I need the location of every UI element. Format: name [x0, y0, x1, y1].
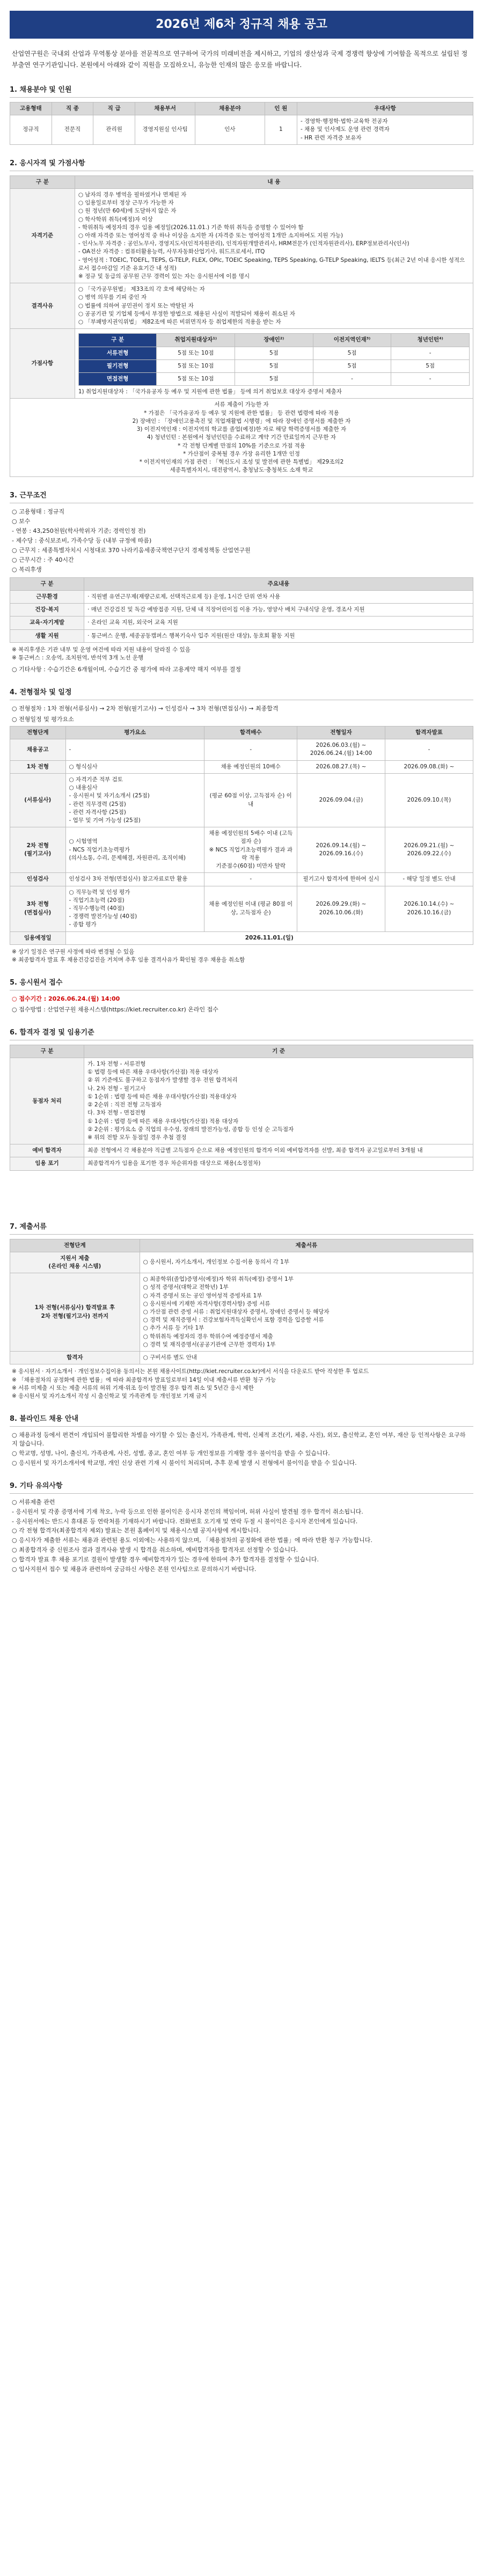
- text-line: (서류심사): [24, 796, 52, 803]
- documents-table: [10, 1239, 473, 1365]
- table-header: 합격배수: [204, 726, 297, 739]
- text-line: 예비 합격자: [32, 1147, 62, 1154]
- table-header: 고용형태: [10, 102, 52, 115]
- table-header: 구 분: [10, 577, 84, 590]
- positions-table: [10, 102, 473, 145]
- table-row: [10, 604, 473, 617]
- text-line: ○ 아래 자격증 또는 영어성적 중 하나 이상을 소지한 자 (자격증 또는 영어성적 1개만 소지하여도 지원 가능): [78, 232, 343, 239]
- bonus-table: [78, 333, 470, 386]
- table-row: [10, 115, 473, 145]
- table-cell: [385, 760, 473, 773]
- table-header: 채용부서: [135, 102, 195, 115]
- text-line: ○ 복리후생: [12, 566, 42, 573]
- text-line: ○ 자격기준 적부 검토: [69, 776, 123, 783]
- text-line: (필기고사): [24, 850, 52, 857]
- welfare-notes: [12, 646, 471, 662]
- text-line: ○ 형식심사: [69, 763, 98, 770]
- text-line: ※ NCS 직업기초능력평가 결과 과락 적용: [209, 846, 293, 861]
- table-cell: [204, 886, 297, 931]
- text-line: 채용 예정인원 이내 (평균 80점 이상, 고득점자 순): [209, 901, 293, 916]
- table-cell: [10, 1144, 84, 1157]
- table-header: 이전지역인재³⁾: [313, 334, 391, 347]
- work-conditions: [10, 508, 473, 574]
- text-line: ○ 근무지 : 세종특별자치시 시청대로 370 나라키움세종국책연구단지 경제정책동 산업연구원: [12, 547, 251, 554]
- text-line: ○ 가산점 관련 증빙 서류 : 취업지원대상자 증명서, 장애인 증명서 등 해당자: [143, 1309, 330, 1316]
- text-line: * 가점은 「국가유공자 등 예우 및 지원에 관한 법률」 등 관련 법령에 따라 적용: [144, 409, 339, 416]
- text-line: ○ 각 전형 합격자(최종합격자 제외) 발표는 본원 홈페이지 및 채용시스템 공지사항에 게시합니다.: [12, 1527, 261, 1535]
- text-line: ○ 학위취득 예정자의 경우 학위수여 예정증명서 제출: [143, 1333, 273, 1340]
- table-row: [10, 931, 473, 944]
- text-line: ① 1순위 : 법령 등에 따른 채용 우대사항(가산점) 적용 대상자: [87, 1118, 239, 1125]
- text-line: 서류 제출이 가능한 자: [214, 401, 269, 408]
- text-line: -: [428, 746, 430, 753]
- text-line: 기준점수(60점) 미만자 탈락: [216, 863, 286, 870]
- table-cell: [385, 827, 473, 873]
- preference-item: - 경영학·행정학·법학·교육학 전공자: [301, 118, 388, 125]
- preference-item: - HR 관련 자격증 보유자: [301, 134, 362, 141]
- table-header: 장애인²⁾: [235, 334, 313, 347]
- table-cell: · 매년 건강검진 및 독감 예방접종 지원, 단체 내 직장어린이집 이용 가능, 영양사 배치 구내식당 운영, 경조사 지원: [84, 604, 473, 617]
- table-row: [10, 773, 473, 827]
- table-cell: [10, 1058, 84, 1144]
- text-line: 최종 전형에서 각 채용분야 직급별 고득점자 순으로 채용 예정인원의 합격자 이외 예비합격자를 선발, 최종 합격자 공고일로부터 3개월 내: [87, 1147, 423, 1154]
- blind-hiring-notes: [10, 1431, 473, 1467]
- table-cell: [84, 1157, 473, 1170]
- text-line: - 관련 직무경력 (25점): [69, 801, 126, 808]
- text-line: ○ 합격자 발표 후 채용 포기로 결원이 발생할 경우 예비합격자가 있는 경우에 한하여 추가 합격자를 결정할 수 있습니다.: [12, 1556, 319, 1564]
- text-line: 인성검사: [26, 876, 49, 883]
- table-header: 우대사항: [297, 102, 473, 115]
- text-line: 다. 3차 전형 - 면접전형: [87, 1110, 146, 1117]
- qualification-table: [10, 175, 473, 478]
- bonus-footnotes: [10, 399, 473, 477]
- table-row: [10, 1157, 473, 1170]
- table-header: 인 원: [265, 102, 297, 115]
- table-row: [10, 873, 473, 886]
- table-row: [10, 1273, 473, 1352]
- table-cell: 5점 또는 10점: [157, 359, 235, 372]
- table-cell: [140, 1273, 473, 1352]
- table-cell: 면접전형: [78, 373, 157, 386]
- text-line: ※ 최종합격자 발표 후 채용건강검진을 거치며 추후 임용 결격사유가 확인될 경우 채용을 취소함: [12, 957, 245, 964]
- table-cell: · 온라인 교육 지원, 외국어 교육 지원: [84, 617, 473, 629]
- text-line: 2026.09.08.(화) ~: [404, 763, 455, 770]
- text-line: 1차 전형: [26, 763, 49, 770]
- table-cell: 5점: [391, 359, 470, 372]
- text-line: 나. 2차 전형 - 필기고사: [87, 1085, 146, 1092]
- text-line: ○ 최종학위(졸업)증명서(예정)자 학위 취득(예정) 증명서 1부: [143, 1276, 294, 1283]
- table-header: 구 분: [10, 1045, 84, 1058]
- text-line: ※ 통근버스 : 오송역, 조치원역, 반석역 3개 노선 운행: [12, 655, 144, 662]
- text-line: 합격자: [67, 1354, 83, 1361]
- text-line: 2026.08.27.(목) ~: [316, 763, 367, 770]
- table-cell: -: [313, 373, 391, 386]
- table-row: [10, 827, 473, 873]
- text-line: ○ 시험영역: [69, 838, 98, 845]
- section-heading: 4. 전형절차 및 일정: [10, 688, 473, 700]
- documents-notes: [12, 1368, 471, 1400]
- text-line: 최종합격자가 임용을 포기한 경우 차순위자를 대상으로 채용(소정절차): [87, 1160, 261, 1167]
- table-cell: [385, 773, 473, 827]
- table-cell: [10, 1273, 140, 1352]
- text-line: - 관련 자격사항 (25점): [69, 809, 126, 816]
- table-cell: 5점 또는 10점: [157, 347, 235, 359]
- table-cell: [204, 773, 297, 827]
- table-cell: [140, 1252, 473, 1273]
- text-line: - 해당 일정 별도 안내: [402, 876, 456, 883]
- probation-note: ○ 기타사항 : 수습기간은 6개월이며, 수습기간 중 평가에 따라 고용계약 해지 여부를 결정: [12, 666, 241, 673]
- text-line: ○ 내용심사: [69, 784, 98, 791]
- text-line: ○ 응시자가 제출한 서류는 채용과 관련된 용도 이외에는 사용하지 않으며, 「채용절차의 공정화에 관한 법률」에 따라 반환 청구 가능합니다.: [12, 1537, 372, 1544]
- text-line: 지원서 제출: [60, 1254, 90, 1261]
- section-heading: 3. 근무조건: [10, 491, 473, 503]
- text-line: 2차 전형(필기고사) 전까지: [41, 1312, 109, 1319]
- bonus-notes: [78, 388, 470, 396]
- text-line: ※ 응시원서 · 자기소개서 · 개인정보수집이용 동의서는 본원 채용사이트(http://kiet.recruiter.co.kr)에서 서식을 다운로드 받아 작성한 후 업로드: [12, 1368, 369, 1375]
- table-cell: [10, 931, 66, 944]
- table-row: [10, 739, 473, 760]
- table-cell: [204, 739, 297, 760]
- text-line: - 제수당 : 중식보조비, 가족수당 등 (내부 규정에 따름): [12, 537, 152, 545]
- text-line: -: [250, 746, 252, 753]
- text-line: - 인사노무 자격증 : 공인노무사, 경영지도사(인적자원관리), 인적자원개발관리사, HRM전문가 (인적자원관리사), ERP정보관리사(인사): [78, 240, 409, 247]
- text-line: ② 위 기준에도 불구하고 동점자가 발생할 경우 전원 합격처리: [87, 1077, 238, 1084]
- text-line: (온라인 채용 시스템): [48, 1263, 101, 1269]
- text-line: ※ 서류 미제출 시 또는 제출 서류의 허위 기재·위조 등이 발견될 경우 합격 취소 및 5년간 응시 제한: [12, 1384, 254, 1391]
- exclusion-cell: [75, 283, 473, 329]
- period-label: ○ 접수기간 :: [12, 995, 48, 1003]
- row-label: 건강·복지: [10, 604, 84, 617]
- text-line: - 연봉 : 43,250천원(학사학위자 기준; 경력인정 전): [12, 527, 146, 535]
- table-cell: 5점: [235, 373, 313, 386]
- text-line: ※ 응시원서 및 자기소개서 작성 시 출신학교 및 가족관계 등 개인정보 기재 금지: [12, 1393, 207, 1400]
- table-cell: [10, 886, 66, 931]
- table-cell: [65, 773, 204, 827]
- text-line: * 가산점이 중복될 경우 가장 유리한 1개만 인정: [183, 450, 300, 457]
- table-cell: 인사: [195, 115, 265, 145]
- section-heading: 2. 응시자격 및 가점사항: [10, 159, 473, 171]
- selection-table: [10, 1045, 473, 1171]
- table-row: [78, 347, 469, 359]
- table-cell: [297, 739, 385, 760]
- table-header: 구 분: [10, 175, 75, 188]
- table-cell: [10, 1352, 140, 1364]
- text-line: ○ 학교명, 성명, 나이, 출신지, 가족관계, 사진, 성별, 종교, 혼인 여부 등 개인정보를 기재할 경우 불이익을 받을 수 있습니다.: [12, 1449, 330, 1457]
- text-line: - 직업기초능력 (20점): [69, 897, 125, 904]
- text-line: 1) 취업지원대상자 : 「국가유공자 등 예우 및 지원에 관한 법률」 등에 의거 취업보호 대상자 증명서 제출자: [78, 388, 342, 395]
- text-line: 3) 이전지역인재 : 이전지역의 학교를 졸업(예정)한 자로 해당 학력증명서를 제출한 자: [136, 426, 347, 433]
- text-line: 2차 전형: [26, 842, 49, 849]
- row-label: 가점사항: [10, 329, 75, 399]
- text-line: ○ 응시원서에 기재한 자격사항(경력사항) 증빙 서류: [143, 1300, 270, 1307]
- section-heading: 6. 합격자 결정 및 임용기준: [10, 1028, 473, 1040]
- text-line: 2026.11.01.(일): [245, 934, 294, 941]
- table-cell: [10, 1157, 84, 1170]
- section-heading: 5. 응시원서 접수: [10, 978, 473, 990]
- table-row: [10, 760, 473, 773]
- text-line: 2026.09.14.(월) ~ 2026.09.16.(수): [316, 842, 367, 857]
- text-line: ※ 「채용절차의 공정화에 관한 법률」에 따라 최종합격자 발표일로부터 14일 이내 제출서류 반환 청구 가능: [12, 1376, 276, 1383]
- text-line: ※ 위의 전항 모두 동점일 경우 추첨 결정: [87, 1134, 187, 1141]
- table-cell: [65, 739, 204, 760]
- text-line: ○ 임용일로부터 정상 근무가 가능한 자: [78, 200, 174, 207]
- row-label: 자격기준: [10, 188, 75, 283]
- table-row: [10, 188, 473, 283]
- text-line: 4) 청년인턴 : 본원에서 청년인턴을 수료하고 계약 기간 만료일까지 근무한 자: [147, 434, 336, 441]
- table-cell: 5점: [235, 347, 313, 359]
- row-label: 근무환경: [10, 591, 84, 604]
- text-line: 채용공고: [26, 746, 49, 753]
- table-cell: [385, 886, 473, 931]
- selection-rows: [10, 1058, 473, 1171]
- text-line: ※ 복리후생은 기관 내부 및 운영 여건에 따라 지원 내용이 달라질 수 있음: [12, 646, 191, 653]
- table-cell: 1: [265, 115, 297, 145]
- text-line: ① 1순위 : 법령 등에 따른 채용 우대사항(가산점) 적용대상자: [87, 1093, 237, 1100]
- table-row: [10, 629, 473, 642]
- text-line: ○ 경력 및 재직증명서 : 건강보험자격득실확인서 포함 경력을 입증할 서류: [143, 1317, 324, 1324]
- text-line: ※ 정규 및 동급의 공무원 근무 경력이 있는 자는 응시원서에 이를 명시: [78, 273, 250, 280]
- text-line: 채용 예정인원의 5배수 이내 (고득점자 순): [209, 830, 293, 845]
- table-row: [10, 1252, 473, 1273]
- table-row: [10, 617, 473, 629]
- text-line: ○ 추가 서류 등 기타 1부: [143, 1325, 204, 1332]
- table-cell: · 통근버스 운행, 세종공동캠퍼스 행복기숙사 입주 지원(원산 대상), 동호회 활동 지원: [84, 629, 473, 642]
- text-line: 가. 1차 전형 - 서류전형: [87, 1061, 146, 1068]
- text-line: - OA전산 자격증 : 컴퓨터활용능력, 사무자동화산업기사, 워드프로세서, ITQ: [78, 248, 265, 255]
- text-line: 임용예정일: [24, 934, 52, 941]
- table-cell: 전문직: [52, 115, 93, 145]
- text-line: -: [69, 746, 71, 753]
- text-line: 1차 전형(서류심사) 합격발표 후: [34, 1304, 115, 1311]
- table-cell: [385, 873, 473, 886]
- text-line: - 종합 평가: [69, 921, 97, 928]
- text-line: (평균 60점 이상, 고득점자 순) 이내: [209, 792, 292, 808]
- table-cell: · 직원별 유연근무제(재량근로제, 선택적근로제 등) 운영, 1시간 단위 연차 사용: [84, 591, 473, 604]
- schedule-label: ○ 전형일정 및 평가요소: [12, 716, 74, 723]
- table-header: 직 급: [93, 102, 135, 115]
- table-cell: [204, 873, 297, 886]
- table-cell: [65, 931, 473, 944]
- documents-rows: [10, 1252, 473, 1364]
- table-cell: 5점: [313, 347, 391, 359]
- row-label: 결격사유: [10, 283, 75, 329]
- text-line: ○ 성적 증명서(대학교 전학년) 1부: [143, 1284, 229, 1291]
- table-cell: [10, 773, 66, 827]
- text-line: ○ 「부패방지권익위법」 제82조에 따른 비위면직자 등 취업제한의 적용을 받는 자: [78, 319, 281, 326]
- table-cell: [297, 773, 385, 827]
- table-row: [78, 373, 469, 386]
- table-cell: [10, 827, 66, 873]
- table-header: 청년인턴⁴⁾: [391, 334, 470, 347]
- text-line: ○ 서류제출 관련: [12, 1498, 55, 1506]
- table-cell: [65, 873, 204, 886]
- text-line: ○ 병역 의무를 기피 중인 자: [78, 294, 147, 301]
- section-heading: 9. 기타 유의사항: [10, 1481, 473, 1494]
- table-cell: [140, 1352, 473, 1364]
- text-line: 2026.09.10.(목): [407, 796, 451, 803]
- text-line: ② 2순위 : 평가요소 중 직업의 우수성, 장래의 발전가능성, 종합 등 인성 순 고득점자: [87, 1126, 294, 1133]
- table-cell: [65, 886, 204, 931]
- text-line: * 각 전형 단계별 만점의 10%를 기준으로 가점 적용: [178, 442, 305, 449]
- text-line: ○ 최종합격자 중 신원조사 결과 결격사유 발생 시 합격을 취소하며, 예비합격자를 합격자로 선정할 수 있습니다.: [12, 1546, 298, 1554]
- text-line: ○ 입사지원서 접수 및 채용과 관련하여 궁금하신 사항은 본원 인사팀으로 문의하시기 바랍니다.: [12, 1566, 257, 1573]
- text-line: ② 2순위 : 직전 전형 고득점자: [87, 1102, 162, 1109]
- text-line: ○ 「국가공무원법」 제33조의 각 호에 해당하는 자: [78, 286, 205, 293]
- table-row: [10, 886, 473, 931]
- schedule-notes: [12, 948, 471, 964]
- table-row: [10, 329, 473, 399]
- text-line: ○ 응시원서, 자기소개서, 개인정보 수집·이용 동의서 각 1부: [143, 1259, 289, 1266]
- table-cell: [65, 827, 204, 873]
- text-line: ○ 구비서류 별도 안내: [143, 1354, 197, 1361]
- table-row: [10, 283, 473, 329]
- text-line: ○ 법률에 의하여 공민권이 정지 또는 박탈된 자: [78, 302, 194, 309]
- table-header: 내 용: [75, 175, 473, 188]
- text-line: - 응시원서 및 자기소개서 (25점): [69, 792, 150, 799]
- table-header: 기 준: [84, 1045, 473, 1058]
- table-header: 직 종: [52, 102, 93, 115]
- row-label: 교육·자기계발: [10, 617, 84, 629]
- text-line: 2026.06.03.(월) ~ 2026.06.24.(월) 14:00: [310, 742, 372, 757]
- text-line: 2026.09.29.(화) ~ 2026.10.06.(화): [316, 901, 367, 916]
- text-line: 2) 장애인 : 「장애인고용촉진 및 직업재활법 시행령」에 따라 장애인 증명서를 제출한 자: [132, 417, 351, 424]
- table-cell: [10, 873, 66, 886]
- table-cell: [297, 760, 385, 773]
- section-heading: 8. 블라인드 채용 안내: [10, 1414, 473, 1427]
- text-line: ○ 직무능력 및 인성 평가: [69, 889, 130, 896]
- welfare-table: [10, 577, 473, 643]
- table-cell: [297, 886, 385, 931]
- application-period: [12, 995, 471, 1003]
- table-cell: [385, 739, 473, 760]
- text-line: 2026.09.21.(월) ~ 2026.09.22.(수): [404, 842, 455, 857]
- text-line: ○ 채용과정 등에서 편견이 개입되어 불합리한 차별을 야기할 수 있는 출신지, 가족관계, 학력, 신체적 조건(키, 체중, 사진), 외모, 출신학교, 혼인 여부, 재산 등 인적사항은 요구하지 않습니다.: [12, 1432, 466, 1448]
- preference-item: - 채용 및 인사제도 운영 관련 경력자: [301, 126, 390, 133]
- table-cell: [84, 1058, 473, 1144]
- table-header: 전형일자: [297, 726, 385, 739]
- preferences-cell: [297, 115, 473, 145]
- text-line: 채용 예정인원의 10배수: [221, 763, 281, 770]
- text-line: 세종특별자치시, 대전광역시, 충청남도·충청북도 소재 학교: [170, 467, 313, 474]
- text-line: ※ 상기 일정은 연구원 사정에 따라 변경될 수 있음: [12, 948, 135, 955]
- text-line: 동점자 처리: [32, 1097, 62, 1104]
- text-line: 임용 포기: [35, 1160, 59, 1167]
- text-line: 인성검사 3차 전형(면접심사) 참고자료로만 활용: [69, 876, 188, 883]
- other-notes: [10, 1498, 473, 1574]
- table-cell: [65, 760, 204, 773]
- table-header: 평가요소: [65, 726, 204, 739]
- process-flow: ○ 전형절차 : 1차 전형(서류심사) → 2차 전형(필기고사) → 인성검사 → 3차 전형(면접심사) → 최종합격: [12, 705, 279, 713]
- text-line: 2026.09.04.(금): [319, 796, 363, 803]
- text-line: 2026.10.14.(수) ~ 2026.10.16.(금): [404, 901, 455, 916]
- table-cell: 5점 또는 10점: [157, 373, 235, 386]
- text-line: ○ 경력 및 재직증명서(공공기관에 근무한 경력자) 1부: [143, 1341, 276, 1348]
- text-line: (면접심사): [24, 909, 52, 916]
- text-line: ○ 학사학위 취득(예정)자 이상: [78, 216, 153, 223]
- table-cell: [204, 760, 297, 773]
- text-line: * 이전지역인재의 가점 관련 : 「혁신도시 조성 및 발전에 관한 특별법」 제29조의2: [139, 458, 344, 465]
- text-line: - 학위취득 예정자의 경우 임용 예정일(2026.11.01.) 기준 학위 취득을 증명할 수 있어야 함: [78, 224, 304, 231]
- table-cell: 필기전형: [78, 359, 157, 372]
- section-heading: 1. 채용분야 및 인원: [10, 85, 473, 98]
- text-line: - 영어성적 : TOEIC, TOEFL, TEPS, G-TELP, FLEX, OPIc, TOEIC Speaking, TEPS Speaking, G-TELP Speaking, IELTS 등(최근 2년 이내 응시한 성적으로서 접수마감일 기준 유효기간 내 성적): [78, 256, 465, 271]
- table-row: [10, 591, 473, 604]
- text-line: ○ 공공기관 및 기업체 등에서 부정한 방법으로 채용된 사실이 적발되어 채용이 취소된 자: [78, 310, 296, 317]
- table-header: 제출서류: [140, 1239, 473, 1252]
- table-cell: 경영지원실 인사팀: [135, 115, 195, 145]
- text-line: - 응시원서 및 각종 증명서에 기재 착오, 누락 등으로 인한 불이익은 응시자 본인의 책임이며, 허위 사실이 발견될 경우 합격이 취소됩니다.: [12, 1508, 363, 1515]
- table-row: [10, 1352, 473, 1364]
- table-row: [10, 1058, 473, 1144]
- table-cell: 관리원: [93, 115, 135, 145]
- row-label: 생활 지원: [10, 629, 84, 642]
- text-line: ○ 자격 증명서 또는 공인 영어성적 증빙자료 1부: [143, 1292, 262, 1299]
- table-cell: [84, 1144, 473, 1157]
- text-line: - NCS 직업기초능력평가: [69, 846, 130, 853]
- application-method: ○ 접수방법 : 산업연구원 채용시스템(https://kiet.recruiter.co.kr) 온라인 접수: [12, 1006, 218, 1014]
- table-header: 취업지원대상자¹⁾: [157, 334, 235, 347]
- table-cell: -: [391, 373, 470, 386]
- table-cell: [297, 873, 385, 886]
- text-line: (의사소통, 수리, 문제해결, 자원관리, 조직이해): [69, 854, 186, 861]
- table-row: [78, 359, 469, 372]
- table-header: 전형단계: [10, 1239, 140, 1252]
- text-line: ○ 남자의 경우 병역을 필하였거나 면제된 자: [78, 191, 187, 198]
- table-cell: [10, 739, 66, 760]
- table-cell: [204, 827, 297, 873]
- text-line: - 응시원서에는 반드시 휴대폰 등 연락처를 기재하시기 바랍니다. 전화번호 오기재 및 연락 두절 시 불이익은 응시자 본인에게 있습니다.: [12, 1517, 358, 1525]
- table-header: 합격자발표: [385, 726, 473, 739]
- text-line: - 경쟁력 발전가능성 (40점): [69, 913, 137, 920]
- table-cell: 5점: [235, 359, 313, 372]
- intro-text: 산업연구원은 국내외 산업과 무역통상 분야를 전문적으로 연구하여 국가의 미래비전을 제시하고, 기업의 생산성과 국제 경쟁력 향상에 기여함을 목적으로 설립된 정부출연 연구기관입니다. 본원에서 아래와 같이 직원을 모집하오니, 유능한 인재의 많은 응모를 바랍니다.: [12, 49, 468, 69]
- text-line: ○ 응시원서 및 자기소개서에 학교명, 개인 신상 관련 기재 시 불이익 처리되며, 추후 문제 발생 시 전형에서 불이익을 받을 수 있습니다.: [12, 1459, 357, 1466]
- period-value: 2026.06.24.(월) 14:00: [48, 995, 120, 1003]
- table-header: 전형단계: [10, 726, 66, 739]
- text-line: - 업무 및 기여 가능성 (25점): [69, 817, 141, 824]
- table-header: 주요내용: [84, 577, 473, 590]
- table-cell: 5점: [313, 359, 391, 372]
- schedule-table: [10, 726, 473, 945]
- qualification-cell: [75, 188, 473, 283]
- table-header: 채용분야: [195, 102, 265, 115]
- text-line: 필기고사 합격자에 한하여 실시: [303, 876, 379, 883]
- text-line: ① 법령 등에 따른 채용 우대사항(가산점) 적용 대상자: [87, 1069, 218, 1076]
- text-line: -: [250, 876, 252, 883]
- table-cell: [297, 827, 385, 873]
- table-cell: [10, 1252, 140, 1273]
- table-cell: 서류전형: [78, 347, 157, 359]
- table-row: [10, 1144, 473, 1157]
- table-cell: 정규직: [10, 115, 52, 145]
- table-row: [10, 399, 473, 477]
- bonus-cell: [75, 329, 473, 399]
- text-line: 3차 전형: [26, 901, 49, 908]
- text-line: ○ 보수: [12, 518, 31, 525]
- table-cell: -: [391, 347, 470, 359]
- page-title: 2026년 제6차 정규직 채용 공고: [10, 11, 473, 39]
- section-heading: 7. 제출서류: [10, 1222, 473, 1235]
- table-cell: [10, 760, 66, 773]
- text-line: ○ 근무시간 : 주 40시간: [12, 556, 74, 563]
- table-header: 구 분: [78, 334, 157, 347]
- text-line: - 직무수행능력 (40점): [69, 905, 125, 912]
- text-line: ○ 고용형태 : 정규직: [12, 508, 65, 516]
- schedule-rows: [10, 739, 473, 945]
- text-line: ○ 원 정년(만 60세)에 도달하지 않은 자: [78, 208, 177, 215]
